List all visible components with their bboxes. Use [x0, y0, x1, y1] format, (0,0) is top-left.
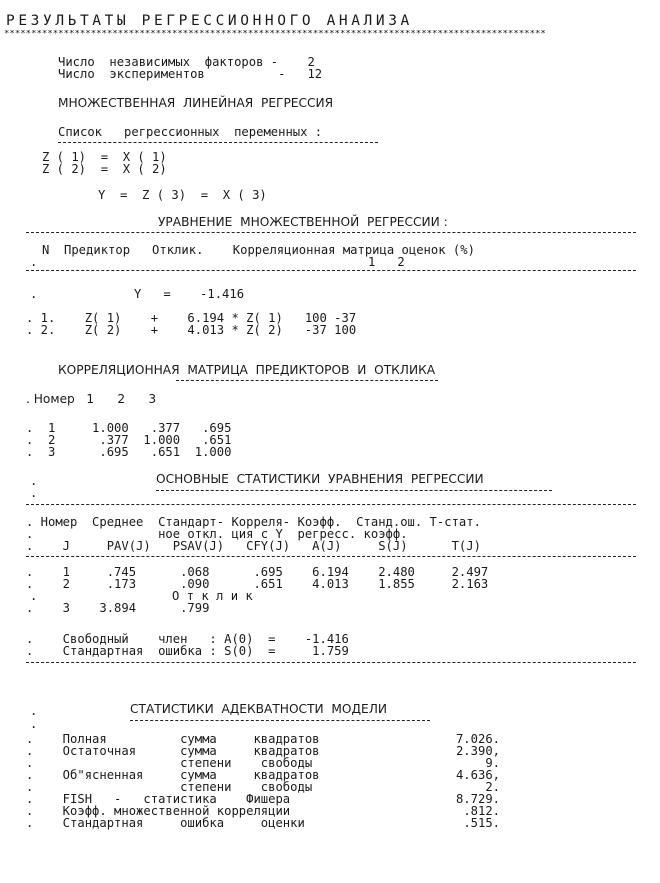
- experiment-count-line: Число экспериментов - 12: [58, 67, 323, 81]
- varlist-underline: [58, 142, 378, 143]
- corr-matrix-row-1: . 1 1.000 .377 .695: [26, 421, 232, 435]
- adequacy-row-value: 8.729.: [455, 792, 500, 806]
- basic-stats-row-2: . 2 .173 .090 .651 4.013 1.855 2.163: [26, 577, 489, 591]
- adequacy-row-label: . Коэфф. множественной корреляции: [26, 804, 291, 818]
- varlist-heading: Список регрессионных переменных :: [58, 125, 323, 139]
- intercept-std-error: . Стандартная ошибка : S(0) = 1.759: [26, 644, 349, 658]
- adequacy-row-label: . Полная сумма квадратов: [26, 732, 320, 746]
- equation-row-dot: .: [30, 255, 38, 269]
- equation-column-indices: 1 2: [368, 255, 405, 269]
- basic-stats-header-3: . J PAV(J) PSAV(J) CFY(J) A(J) S(J) T(J): [26, 539, 481, 553]
- equation-heading: УРАВНЕНИЕ МНОЖЕСТВЕННОЙ РЕГРЕССИИ :: [158, 215, 448, 229]
- intercept-value: . Свободный член : A(0) = -1.416: [26, 632, 349, 646]
- adequacy-row-label: . FISH - статистика Фишера: [26, 792, 291, 806]
- corr-matrix-row-3: . 3 .695 .651 1.000: [26, 445, 232, 459]
- basic-stats-row-1: . 1 .745 .068 .695 6.194 2.480 2.497: [26, 565, 489, 579]
- adequacy-row-value: .515.: [463, 816, 500, 830]
- adequacy-row-label: . Остаточная сумма квадратов: [26, 744, 320, 758]
- equation-intercept: Y = -1.416: [134, 287, 245, 301]
- adequacy-row-value: .812.: [463, 804, 500, 818]
- basic-stats-heading: ОСНОВНЫЕ СТАТИСТИКИ УРАВНЕНИЯ РЕГРЕССИИ: [156, 472, 484, 486]
- adequacy-row-value: 4.636,: [455, 768, 500, 782]
- adequacy-row-value: 2.390,: [455, 744, 500, 758]
- adequacy-row-label: . Стандартная ошибка оценки: [26, 816, 305, 830]
- title-underline-stars: ****************************************************************************************************: [4, 30, 546, 39]
- basic-stats-header-2: . ное откл. ция с Y регресс. коэфф.: [26, 527, 408, 541]
- adequacy-heading: СТАТИСТИКИ АДЕКВАТНОСТИ МОДЕЛИ: [130, 702, 387, 716]
- corr-matrix-heading: КОРРЕЛЯЦИОННАЯ МАТРИЦА ПРЕДИКТОРОВ И ОТКЛИКА: [58, 363, 436, 377]
- response-def: Y = Z ( 3) = X ( 3): [98, 188, 267, 202]
- basic-stats-dot-2: .: [30, 486, 38, 500]
- basic-stats-underline: [156, 490, 552, 491]
- var-def-2: Z ( 2) = X ( 2): [42, 162, 167, 176]
- corr-matrix-underline: [176, 380, 438, 381]
- adequacy-row-value: 7.026.: [455, 732, 500, 746]
- adequacy-row-label: . степени свободы: [26, 756, 313, 770]
- adequacy-dot-2: .: [30, 717, 38, 731]
- adequacy-row-label: . степени свободы: [26, 780, 313, 794]
- corr-matrix-header: . Номер 1 2 3: [26, 392, 157, 406]
- adequacy-underline: [130, 720, 430, 721]
- basic-stats-dot: .: [30, 474, 38, 488]
- adequacy-row-value: 9.: [485, 756, 500, 770]
- basic-stats-top-separator: [26, 504, 636, 505]
- corr-matrix-row-2: . 2 .377 1.000 .651: [26, 433, 232, 447]
- method-heading: МНОЖЕСТВЕННАЯ ЛИНЕЙНАЯ РЕГРЕССИЯ: [58, 96, 334, 110]
- report-title: РЕЗУЛЬТАТЫ РЕГРЕССИОННОГО АНАЛИЗА: [6, 13, 413, 29]
- response-row: . 3 3.894 .799: [26, 601, 210, 615]
- response-label-dot: .: [30, 589, 38, 603]
- equation-row-1: . 1. Z( 1) + 6.194 * Z( 1) 100 -37: [26, 311, 357, 325]
- equation-top-separator: [26, 232, 636, 233]
- basic-stats-bottom-separator: [26, 662, 636, 663]
- equation-row-2: . 2. Z( 2) + 4.013 * Z( 2) -37 100: [26, 323, 357, 337]
- factor-count-line: Число независимых факторов - 2: [58, 55, 315, 69]
- adequacy-row-value: 2.: [485, 780, 500, 794]
- response-label: О т к л и к: [172, 589, 253, 603]
- equation-header-separator: [26, 270, 636, 271]
- basic-stats-header-separator: [26, 556, 636, 557]
- basic-stats-header-1: . Номер Среднее Стандарт- Корреля- Коэфф. Станд.ош. Т-стат.: [26, 515, 481, 529]
- var-def-1: Z ( 1) = X ( 1): [42, 150, 167, 164]
- intercept-dot: .: [30, 287, 38, 301]
- adequacy-row-label: . Об"ясненная сумма квадратов: [26, 768, 320, 782]
- adequacy-dot: .: [30, 704, 38, 718]
- equation-column-header: N Предиктор Отклик. Корреляционная матрица оценок (%): [42, 243, 475, 257]
